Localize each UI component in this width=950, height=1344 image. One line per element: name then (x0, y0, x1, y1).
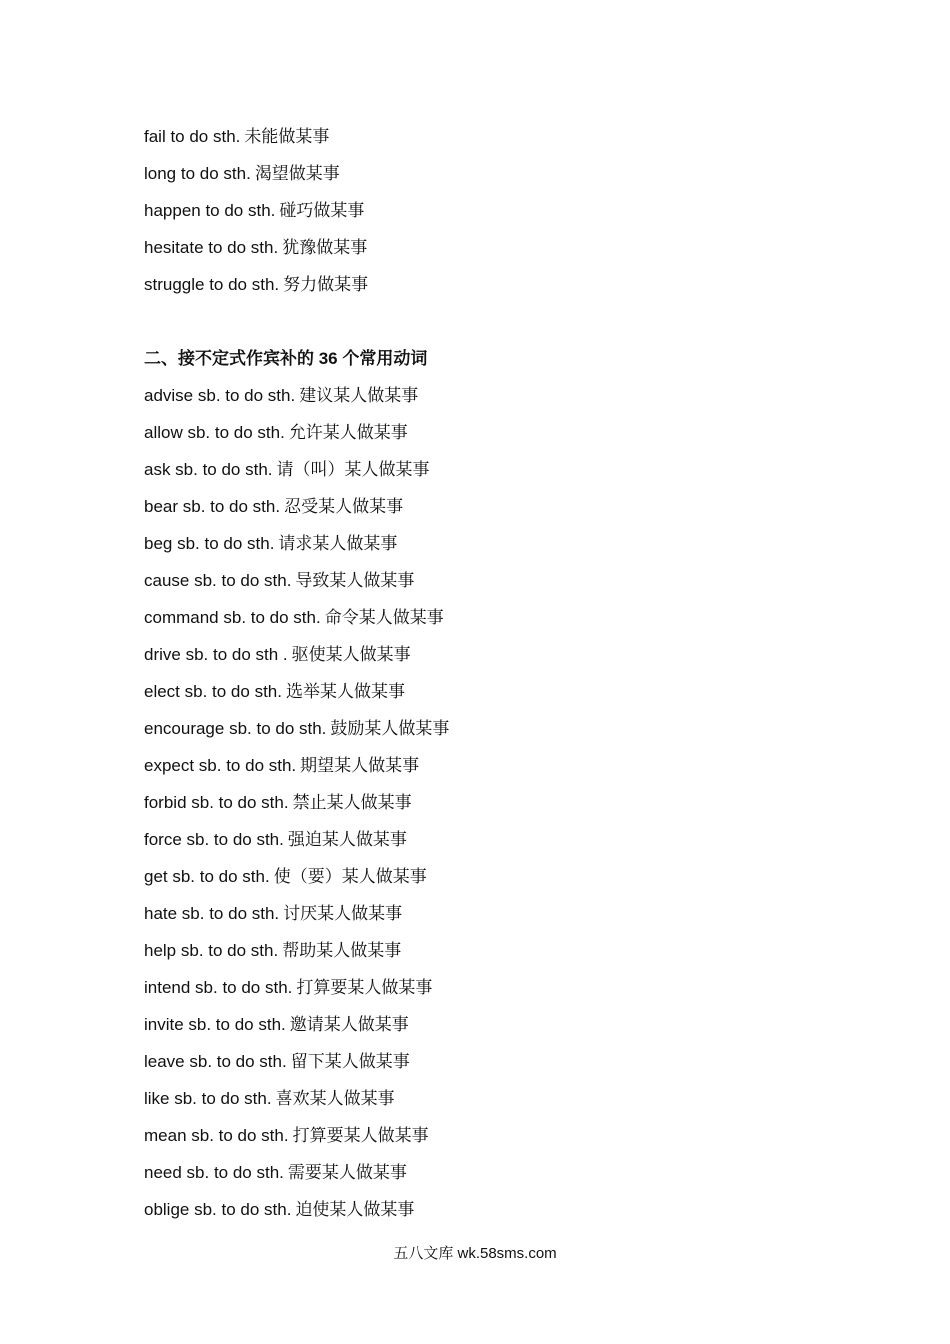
phrase-zh: 邀请某人做某事 (289, 1015, 409, 1035)
phrase-en: long to do sth. (144, 164, 251, 183)
phrase-en: allow sb. to do sth. (144, 423, 285, 442)
list-item (144, 155, 844, 192)
list-item (144, 192, 844, 229)
list-item (144, 266, 844, 303)
phrase-en: forbid sb. to do sth. (144, 793, 289, 812)
list-item (144, 488, 844, 525)
list-item (144, 1154, 844, 1191)
phrase-en: expect sb. to do sth. (144, 756, 297, 775)
phrase-en: hesitate to do sth. (144, 238, 279, 257)
phrase-en: encourage sb. to do sth. (144, 719, 327, 738)
list-item (144, 673, 844, 710)
list-item (144, 932, 844, 969)
phrase-zh: 帮助某人做某事 (282, 941, 402, 961)
list-item (144, 377, 844, 414)
phrase-zh: 强迫某人做某事 (287, 830, 407, 850)
phrase-zh: 犹豫做某事 (282, 238, 368, 258)
phrase-en: help sb. to do sth. (144, 941, 279, 960)
phrase-zh: 未能做某事 (244, 127, 330, 147)
phrase-en: beg sb. to do sth. (144, 534, 275, 553)
phrase-zh: 选举某人做某事 (285, 682, 405, 702)
list-item (144, 636, 844, 673)
phrase-zh: 期望某人做某事 (300, 756, 420, 776)
list-item (144, 451, 844, 488)
list-item (144, 599, 844, 636)
phrase-en: hate sb. to do sth. (144, 904, 280, 923)
section-heading: 二、接不定式作宾补的 36 个常用动词 (144, 349, 428, 368)
list-item (144, 118, 844, 155)
list-item (144, 747, 844, 784)
phrase-zh: 喜欢某人做某事 (275, 1089, 395, 1109)
phrase-en: like sb. to do sth. (144, 1089, 272, 1108)
blank-line (144, 303, 844, 340)
phrase-zh: 鼓励某人做某事 (330, 719, 450, 739)
list-item (144, 710, 844, 747)
phrase-en: happen to do sth. (144, 201, 276, 220)
phrase-zh: 渴望做某事 (254, 164, 340, 184)
phrase-en: advise sb. to do sth. (144, 386, 296, 405)
list-item (144, 1191, 844, 1228)
phrase-en: get sb. to do sth. (144, 867, 270, 886)
phrase-zh: 迫使某人做某事 (295, 1200, 415, 1220)
phrase-en: cause sb. to do sth. (144, 571, 292, 590)
phrase-en: fail to do sth. (144, 127, 241, 146)
phrase-en: force sb. to do sth. (144, 830, 284, 849)
phrase-zh: 留下某人做某事 (290, 1052, 410, 1072)
phrase-en: command sb. to do sth. (144, 608, 321, 627)
list-item (144, 1043, 844, 1080)
phrase-en: need sb. to do sth. (144, 1163, 284, 1182)
phrase-zh: 命令某人做某事 (324, 608, 444, 628)
phrase-zh: 请（叫）某人做某事 (276, 460, 430, 480)
list-item (144, 969, 844, 1006)
phrase-en: drive sb. to do sth . (144, 645, 288, 664)
phrase-en: elect sb. to do sth. (144, 682, 282, 701)
list-item (144, 1080, 844, 1117)
phrase-en: leave sb. to do sth. (144, 1052, 287, 1071)
phrase-zh: 忍受某人做某事 (284, 497, 404, 517)
phrase-zh: 驱使某人做某事 (291, 645, 411, 665)
list-item (144, 858, 844, 895)
phrase-zh: 努力做某事 (283, 275, 369, 295)
phrase-zh: 打算要某人做某事 (292, 1126, 429, 1146)
phrase-zh: 请求某人做某事 (278, 534, 398, 554)
phrase-zh: 碰巧做某事 (279, 201, 365, 221)
phrase-en: struggle to do sth. (144, 275, 280, 294)
phrase-en: mean sb. to do sth. (144, 1126, 289, 1145)
list-item (144, 229, 844, 266)
document-body (144, 118, 844, 1228)
list-item (144, 562, 844, 599)
phrase-en: oblige sb. to do sth. (144, 1200, 292, 1219)
list-item (144, 525, 844, 562)
page-footer: 五八文库 wk.58sms.com (393, 1245, 557, 1262)
phrase-en: ask sb. to do sth. (144, 460, 273, 479)
list-item (144, 895, 844, 932)
phrase-zh: 禁止某人做某事 (292, 793, 412, 813)
phrase-zh: 建议某人做某事 (299, 386, 419, 406)
list-item (144, 784, 844, 821)
phrase-en: intend sb. to do sth. (144, 978, 293, 997)
phrase-zh: 导致某人做某事 (295, 571, 415, 591)
phrase-zh: 讨厌某人做某事 (283, 904, 403, 924)
list-item (144, 1117, 844, 1154)
phrase-zh: 需要某人做某事 (287, 1163, 407, 1183)
list-item (144, 821, 844, 858)
phrase-en: invite sb. to do sth. (144, 1015, 286, 1034)
list-item (144, 414, 844, 451)
list-item (144, 1006, 844, 1043)
phrase-zh: 允许某人做某事 (288, 423, 408, 443)
phrase-zh: 打算要某人做某事 (296, 978, 433, 998)
phrase-en: bear sb. to do sth. (144, 497, 281, 516)
phrase-zh: 使（要）某人做某事 (273, 867, 427, 887)
